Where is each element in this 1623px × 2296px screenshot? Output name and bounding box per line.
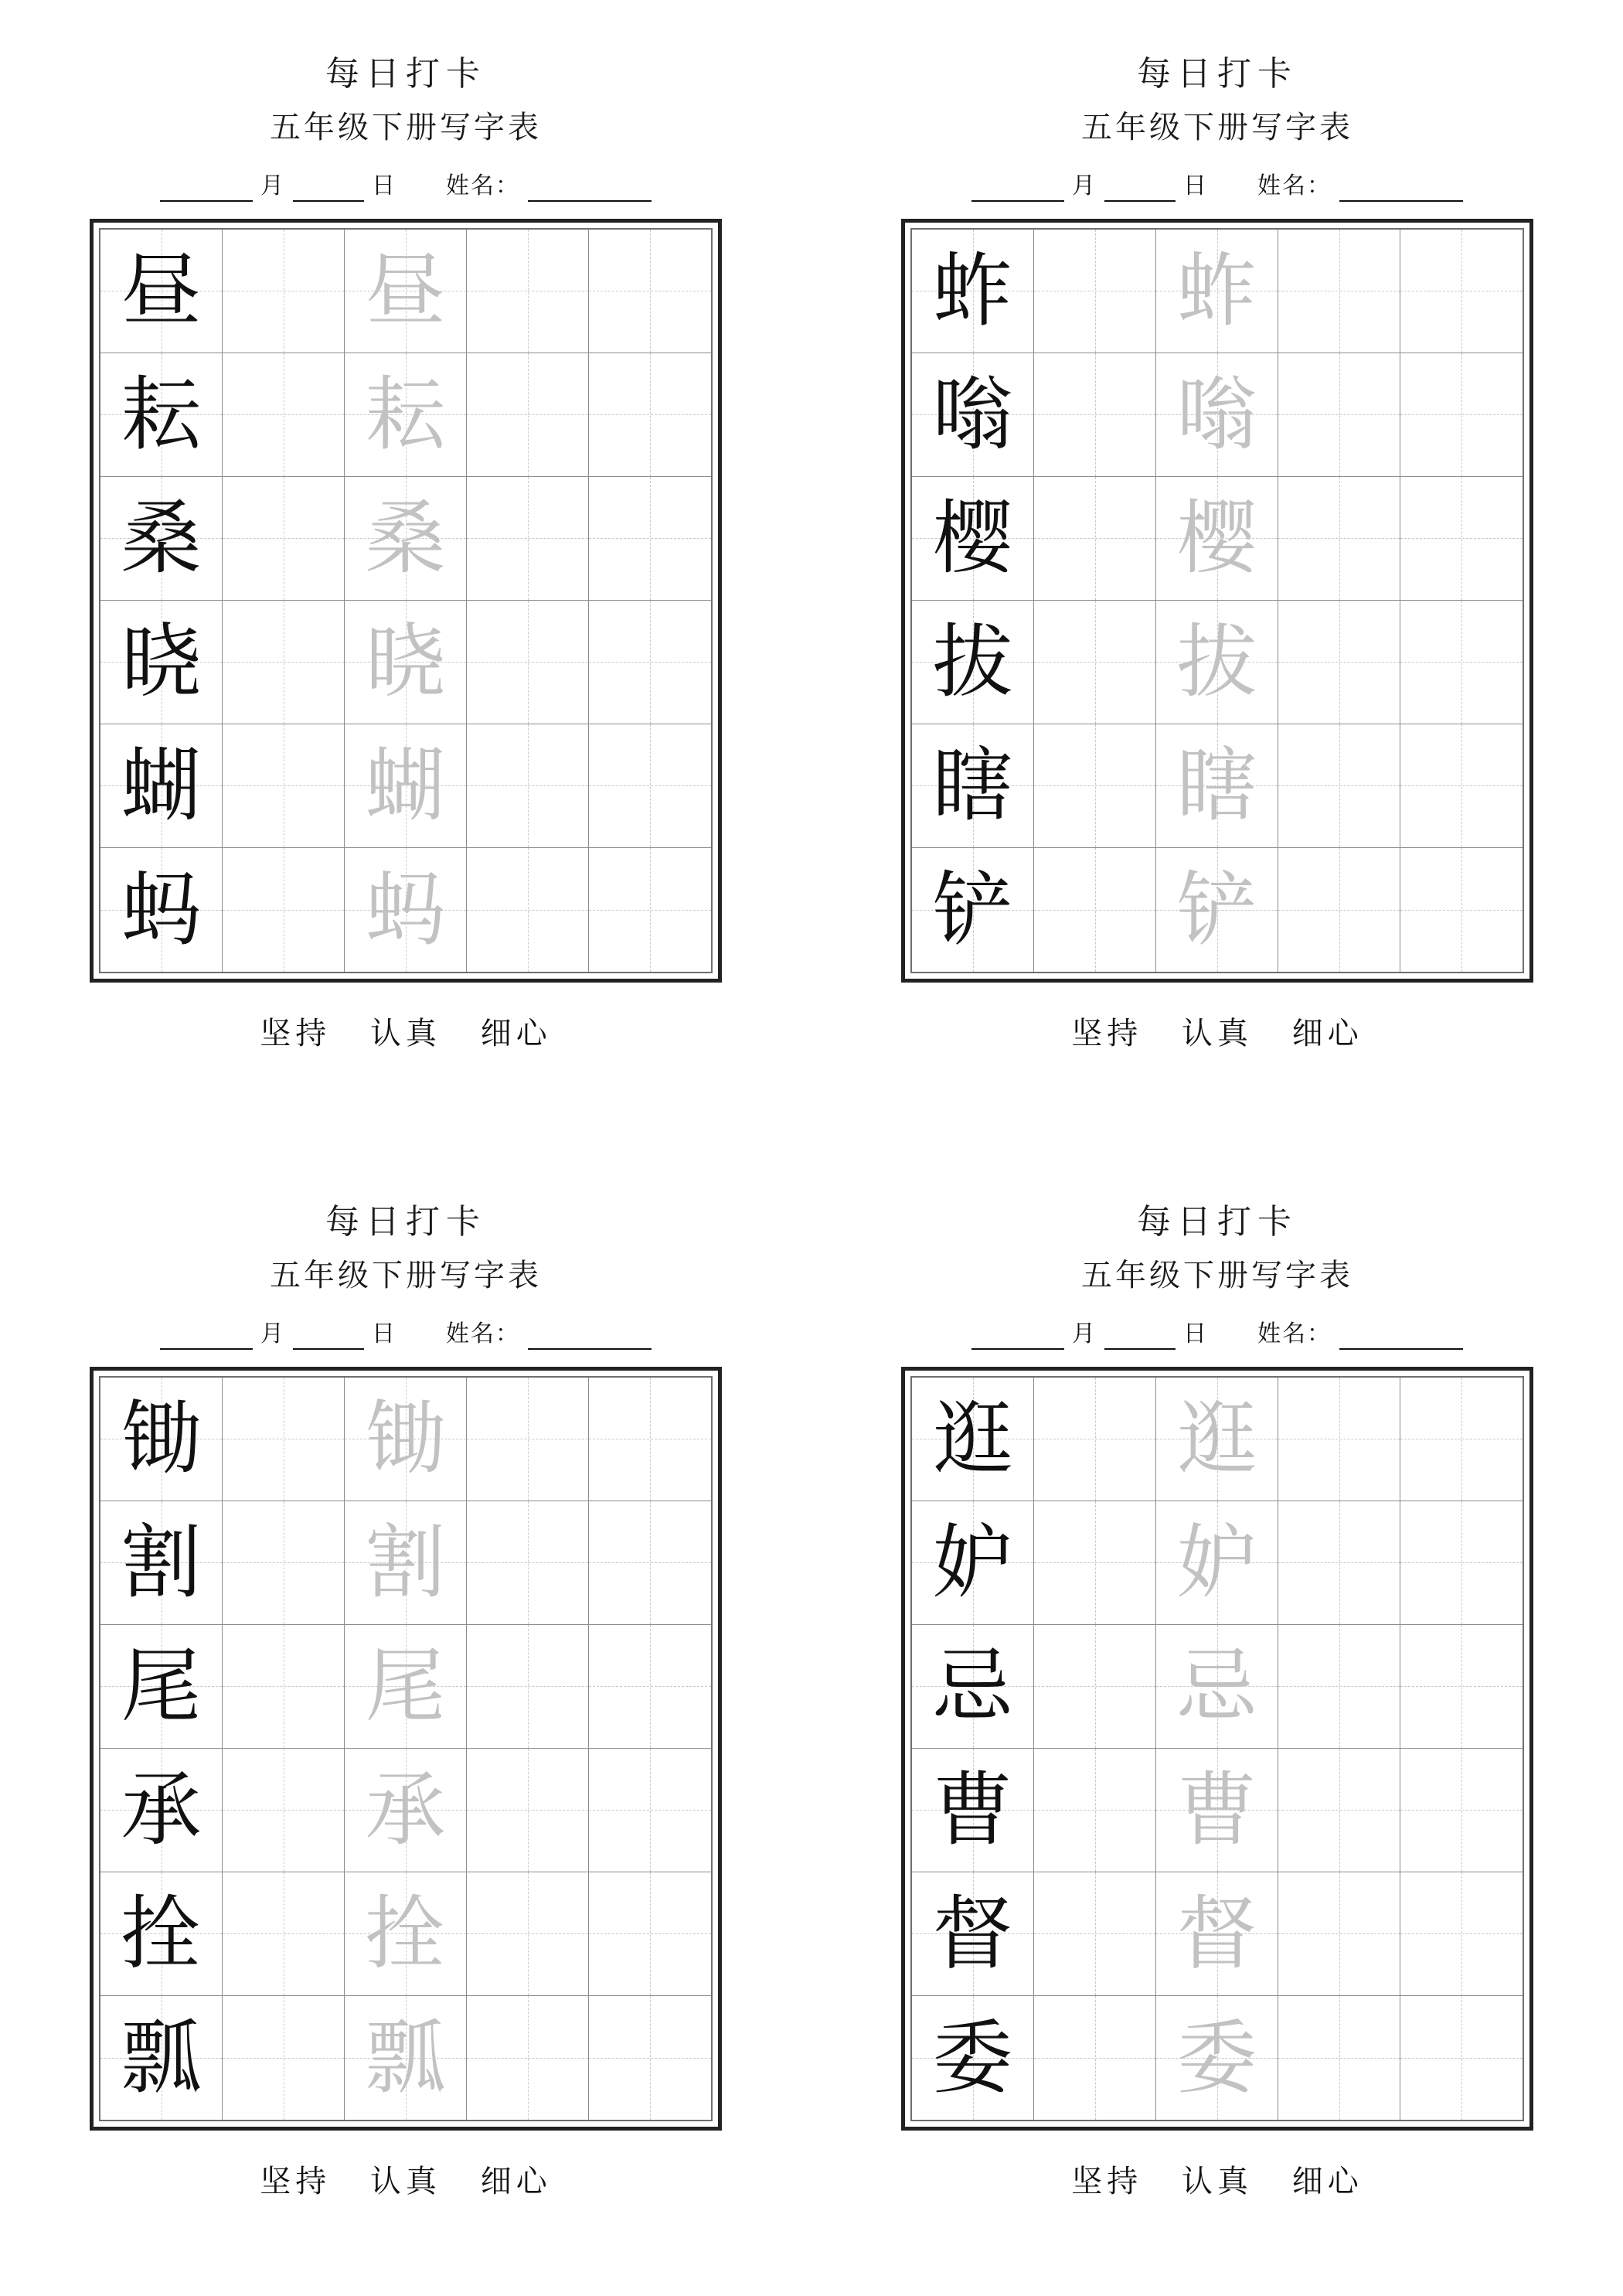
name-label: 姓名：	[1257, 1320, 1332, 1347]
character-cell[interactable]	[100, 1378, 223, 1501]
character-cell[interactable]	[1156, 724, 1278, 848]
footer-word-1: 坚持	[1071, 2163, 1143, 2199]
footer-word-2: 认真	[370, 2163, 441, 2199]
character-cell[interactable]	[1278, 477, 1400, 601]
card-title-sub: 五年级下册写字表	[1081, 1257, 1353, 1293]
character-cell[interactable]	[589, 1378, 711, 1501]
day-blank[interactable]	[1104, 177, 1176, 202]
card-title-main: 每日打卡	[325, 1202, 486, 1242]
trace-character: 拴	[365, 1886, 446, 1981]
model-character: 耘	[121, 367, 202, 462]
character-cell[interactable]	[100, 1872, 223, 1996]
name-label: 姓名：	[1257, 172, 1332, 199]
character-cell[interactable]	[223, 230, 345, 353]
trace-character: 桑	[365, 491, 446, 586]
day-blank[interactable]	[293, 1325, 364, 1350]
character-cell[interactable]	[467, 601, 589, 724]
character-cell[interactable]	[1278, 848, 1400, 972]
character-cell[interactable]	[589, 1872, 711, 1996]
model-character: 尾	[121, 1639, 202, 1734]
name-blank[interactable]	[1339, 177, 1463, 202]
trace-character: 拔	[1176, 615, 1257, 710]
day-label: 日	[372, 1320, 396, 1347]
character-cell[interactable]	[912, 477, 1034, 601]
model-character: 逛	[932, 1392, 1013, 1487]
name-blank[interactable]	[528, 1325, 652, 1350]
footer-word-1: 坚持	[1071, 1015, 1143, 1051]
month-blank[interactable]	[160, 177, 253, 202]
character-cell[interactable]	[589, 230, 711, 353]
character-cell[interactable]	[589, 848, 711, 972]
trace-character: 蚱	[1176, 244, 1257, 339]
trace-character: 承	[365, 1763, 446, 1858]
character-cell[interactable]	[1156, 1501, 1278, 1625]
model-character: 承	[121, 1763, 202, 1858]
character-cell[interactable]	[1034, 1625, 1156, 1749]
trace-character: 逛	[1176, 1392, 1257, 1487]
character-cell[interactable]	[1400, 1501, 1523, 1625]
character-cell[interactable]	[912, 1501, 1034, 1625]
character-cell[interactable]	[1034, 477, 1156, 601]
character-cell[interactable]	[1156, 353, 1278, 477]
character-cell[interactable]	[345, 1996, 467, 2120]
footer-word-3: 细心	[480, 1015, 552, 1051]
character-cell[interactable]	[100, 1501, 223, 1625]
character-cell[interactable]	[345, 353, 467, 477]
model-character: 妒	[932, 1515, 1013, 1610]
character-grid	[99, 1376, 713, 2121]
model-character: 忌	[932, 1639, 1013, 1734]
character-cell[interactable]	[1400, 1625, 1523, 1749]
character-cell[interactable]	[1400, 477, 1523, 601]
card-footer	[247, 1009, 563, 1053]
character-cell[interactable]	[467, 1378, 589, 1501]
character-cell[interactable]	[1278, 1625, 1400, 1749]
model-character: 曹	[932, 1763, 1013, 1858]
character-cell[interactable]	[345, 1378, 467, 1501]
character-cell[interactable]	[1278, 1501, 1400, 1625]
character-cell[interactable]	[1034, 1749, 1156, 1872]
trace-character: 耘	[365, 367, 446, 462]
character-cell[interactable]	[1034, 724, 1156, 848]
character-cell[interactable]	[1400, 1378, 1523, 1501]
footer-word-1: 坚持	[260, 2163, 332, 2199]
trace-character: 樱	[1176, 491, 1257, 586]
day-label: 日	[372, 172, 396, 199]
character-cell[interactable]	[1034, 1996, 1156, 2120]
character-cell[interactable]	[1034, 601, 1156, 724]
character-cell[interactable]	[589, 724, 711, 848]
footer-word-2: 认真	[370, 1015, 441, 1051]
character-cell[interactable]	[345, 1872, 467, 1996]
character-cell[interactable]	[1400, 353, 1523, 477]
day-blank[interactable]	[1104, 1325, 1176, 1350]
character-cell[interactable]	[589, 601, 711, 724]
trace-character: 委	[1176, 2010, 1257, 2105]
practice-card-2	[812, 0, 1623, 1148]
model-character: 昼	[121, 244, 202, 339]
model-character: 瞎	[932, 738, 1013, 833]
character-cell[interactable]	[1278, 1996, 1400, 2120]
character-cell[interactable]	[912, 601, 1034, 724]
trace-character: 瓢	[365, 2010, 446, 2105]
character-cell[interactable]	[223, 848, 345, 972]
meta-row	[904, 166, 1530, 202]
character-cell[interactable]	[912, 1996, 1034, 2120]
model-character: 蚂	[121, 862, 202, 957]
character-cell[interactable]	[589, 477, 711, 601]
character-cell[interactable]	[223, 1501, 345, 1625]
character-cell[interactable]	[345, 1625, 467, 1749]
character-cell[interactable]	[100, 230, 223, 353]
character-cell[interactable]	[345, 848, 467, 972]
character-cell[interactable]	[1278, 1872, 1400, 1996]
character-cell[interactable]	[1278, 353, 1400, 477]
character-cell[interactable]	[1278, 601, 1400, 724]
card-footer	[247, 2157, 563, 2201]
character-cell[interactable]	[345, 1501, 467, 1625]
footer-word-1: 坚持	[260, 1015, 332, 1051]
model-character: 委	[932, 2010, 1013, 2105]
card-title-sub: 五年级下册写字表	[1081, 109, 1353, 145]
character-cell[interactable]	[1278, 1749, 1400, 1872]
footer-word-2: 认真	[1182, 1015, 1253, 1051]
character-cell[interactable]	[345, 230, 467, 353]
month-label: 月	[260, 1320, 285, 1347]
character-cell[interactable]	[223, 353, 345, 477]
day-blank[interactable]	[293, 177, 364, 202]
model-character: 晓	[121, 615, 202, 710]
character-cell[interactable]	[1156, 601, 1278, 724]
character-cell[interactable]	[223, 1378, 345, 1501]
character-cell[interactable]	[1278, 230, 1400, 353]
character-cell[interactable]	[223, 601, 345, 724]
character-cell[interactable]	[1400, 848, 1523, 972]
card-title-sub: 五年级下册写字表	[270, 1257, 542, 1293]
character-cell[interactable]	[100, 724, 223, 848]
month-blank[interactable]	[971, 1325, 1064, 1350]
model-character: 蚱	[932, 244, 1013, 339]
character-grid-outer	[901, 219, 1533, 983]
trace-character: 昼	[365, 244, 446, 339]
character-cell[interactable]	[1156, 1625, 1278, 1749]
character-cell[interactable]	[1156, 1749, 1278, 1872]
character-cell[interactable]	[912, 1872, 1034, 1996]
model-character: 嗡	[932, 367, 1013, 462]
character-cell[interactable]	[912, 230, 1034, 353]
character-cell[interactable]	[345, 724, 467, 848]
character-cell[interactable]	[1034, 353, 1156, 477]
character-cell[interactable]	[467, 1749, 589, 1872]
day-label: 日	[1183, 1320, 1208, 1347]
day-label: 日	[1183, 172, 1208, 199]
character-cell[interactable]	[912, 1625, 1034, 1749]
meta-row	[904, 1314, 1530, 1350]
character-cell[interactable]	[345, 1749, 467, 1872]
character-cell[interactable]	[1156, 1996, 1278, 2120]
character-cell[interactable]	[912, 353, 1034, 477]
character-cell[interactable]	[223, 1625, 345, 1749]
character-grid	[99, 228, 713, 973]
character-cell[interactable]	[100, 1625, 223, 1749]
trace-character: 割	[365, 1515, 446, 1610]
trace-character: 蚂	[365, 862, 446, 957]
character-cell[interactable]	[467, 477, 589, 601]
month-blank[interactable]	[971, 177, 1064, 202]
meta-row	[93, 166, 719, 202]
character-cell[interactable]	[1156, 1872, 1278, 1996]
trace-character: 曹	[1176, 1763, 1257, 1858]
character-cell[interactable]	[1156, 848, 1278, 972]
trace-character: 铲	[1176, 862, 1257, 957]
card-title-main: 每日打卡	[1137, 1202, 1298, 1242]
footer-word-3: 细心	[1291, 2163, 1363, 2199]
character-cell[interactable]	[1278, 724, 1400, 848]
name-label: 姓名：	[446, 172, 520, 199]
character-cell[interactable]	[1034, 1872, 1156, 1996]
character-grid-outer	[90, 1367, 722, 2131]
character-cell[interactable]	[1400, 1749, 1523, 1872]
month-blank[interactable]	[160, 1325, 253, 1350]
character-cell[interactable]	[467, 230, 589, 353]
model-character: 割	[121, 1515, 202, 1610]
character-grid-outer	[90, 219, 722, 983]
character-cell[interactable]	[1034, 1378, 1156, 1501]
model-character: 蝴	[121, 738, 202, 833]
practice-card-3	[0, 1148, 812, 2296]
character-cell[interactable]	[223, 724, 345, 848]
character-grid-outer	[901, 1367, 1533, 2131]
character-cell[interactable]	[467, 1501, 589, 1625]
character-cell[interactable]	[100, 353, 223, 477]
meta-row	[93, 1314, 719, 1350]
character-cell[interactable]	[1156, 230, 1278, 353]
month-label: 月	[1072, 1320, 1097, 1347]
model-character: 铲	[932, 862, 1013, 957]
character-grid	[910, 1376, 1524, 2121]
character-cell[interactable]	[912, 1749, 1034, 1872]
trace-character: 尾	[365, 1639, 446, 1734]
character-cell[interactable]	[1156, 1378, 1278, 1501]
trace-character: 蝴	[365, 738, 446, 833]
model-character: 锄	[121, 1392, 202, 1487]
month-label: 月	[1072, 172, 1097, 199]
trace-character: 妒	[1176, 1515, 1257, 1610]
month-label: 月	[260, 172, 285, 199]
character-cell[interactable]	[223, 1872, 345, 1996]
character-cell[interactable]	[589, 1996, 711, 2120]
trace-character: 督	[1176, 1886, 1257, 1981]
footer-word-3: 细心	[1291, 1015, 1363, 1051]
model-character: 瓢	[121, 2010, 202, 2105]
practice-card-4	[812, 1148, 1623, 2296]
trace-character: 晓	[365, 615, 446, 710]
model-character: 督	[932, 1886, 1013, 1981]
character-cell[interactable]	[345, 601, 467, 724]
character-cell[interactable]	[589, 1501, 711, 1625]
card-title-main: 每日打卡	[325, 54, 486, 94]
trace-character: 嗡	[1176, 367, 1257, 462]
character-cell[interactable]	[912, 724, 1034, 848]
character-cell[interactable]	[467, 1625, 589, 1749]
trace-character: 瞎	[1176, 738, 1257, 833]
character-cell[interactable]	[100, 477, 223, 601]
character-cell[interactable]	[589, 353, 711, 477]
model-character: 樱	[932, 491, 1013, 586]
character-cell[interactable]	[100, 848, 223, 972]
character-cell[interactable]	[467, 848, 589, 972]
card-title-main: 每日打卡	[1137, 54, 1298, 94]
name-blank[interactable]	[1339, 1325, 1463, 1350]
footer-word-3: 细心	[480, 2163, 552, 2199]
character-cell[interactable]	[223, 1749, 345, 1872]
character-cell[interactable]	[467, 353, 589, 477]
character-cell[interactable]	[589, 1749, 711, 1872]
character-cell[interactable]	[1400, 230, 1523, 353]
trace-character: 忌	[1176, 1639, 1257, 1734]
character-grid	[910, 228, 1524, 973]
name-blank[interactable]	[528, 177, 652, 202]
character-cell[interactable]	[589, 1625, 711, 1749]
character-cell[interactable]	[467, 1996, 589, 2120]
character-cell[interactable]	[100, 1996, 223, 2120]
character-cell[interactable]	[1400, 1872, 1523, 1996]
character-cell[interactable]	[1400, 724, 1523, 848]
model-character: 拴	[121, 1886, 202, 1981]
character-cell[interactable]	[100, 1749, 223, 1872]
card-title-sub: 五年级下册写字表	[270, 109, 542, 145]
character-cell[interactable]	[912, 1378, 1034, 1501]
character-cell[interactable]	[1278, 1378, 1400, 1501]
character-cell[interactable]	[1034, 848, 1156, 972]
character-cell[interactable]	[1034, 1501, 1156, 1625]
practice-card-1	[0, 0, 812, 1148]
model-character: 拔	[932, 615, 1013, 710]
model-character: 桑	[121, 491, 202, 586]
character-cell[interactable]	[467, 724, 589, 848]
character-cell[interactable]	[467, 1872, 589, 1996]
character-cell[interactable]	[1034, 230, 1156, 353]
trace-character: 锄	[365, 1392, 446, 1487]
card-footer	[1059, 1009, 1375, 1053]
character-cell[interactable]	[1400, 601, 1523, 724]
character-cell[interactable]	[345, 477, 467, 601]
character-cell[interactable]	[1400, 1996, 1523, 2120]
card-footer	[1059, 2157, 1375, 2201]
character-cell[interactable]	[1156, 477, 1278, 601]
character-cell[interactable]	[912, 848, 1034, 972]
character-cell[interactable]	[100, 601, 223, 724]
character-cell[interactable]	[223, 477, 345, 601]
character-cell[interactable]	[223, 1996, 345, 2120]
name-label: 姓名：	[446, 1320, 520, 1347]
footer-word-2: 认真	[1182, 2163, 1253, 2199]
